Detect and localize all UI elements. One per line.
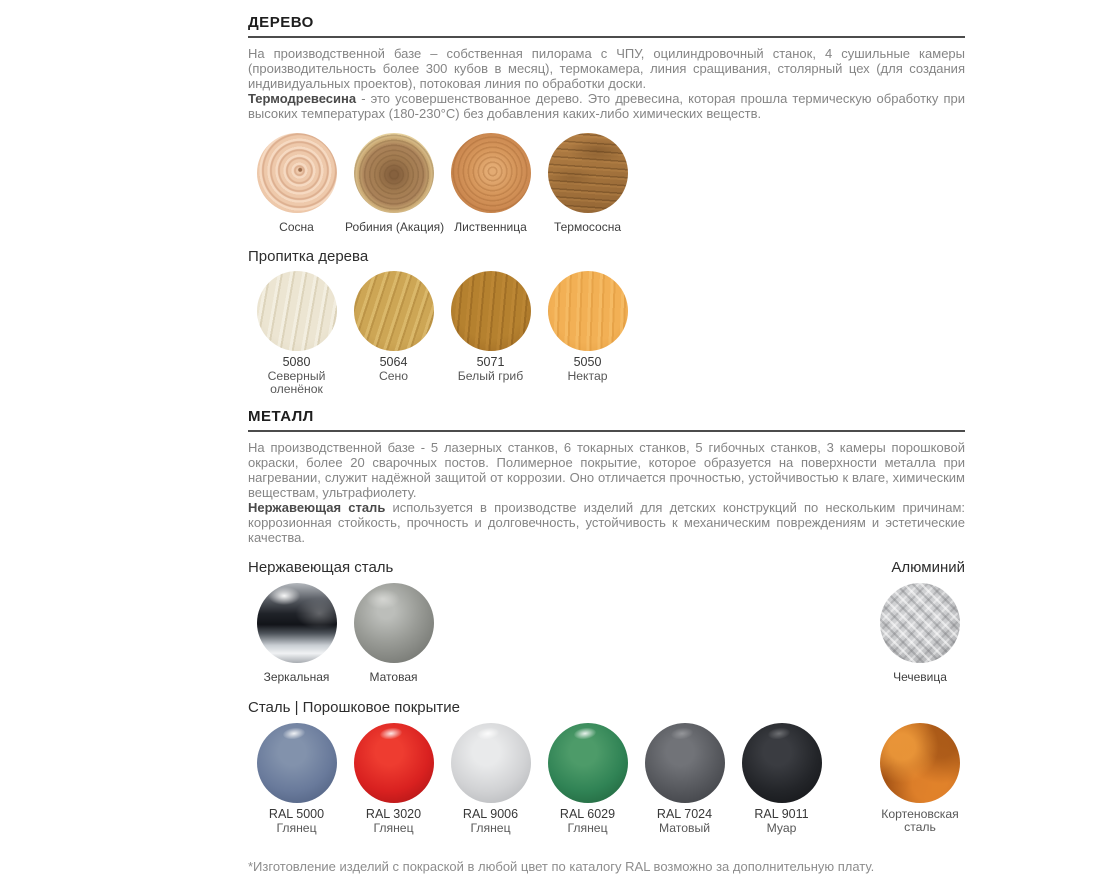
stainless-aluminum-row	[248, 583, 965, 684]
swatch-finish: Глянец	[276, 821, 317, 835]
swatch-5071	[442, 271, 539, 395]
swatch-corten-steel	[875, 723, 965, 835]
swatch-code: 5080	[282, 355, 311, 369]
powder-coating-title: Сталь | Порошковое покрытие	[248, 699, 460, 716]
wood-species-row	[248, 133, 965, 234]
swatch-pine	[248, 133, 345, 234]
swatch-ral-7024	[636, 723, 733, 835]
swatch-code: 5064	[379, 355, 408, 369]
stainless-title: Нержавеющая сталь	[248, 559, 394, 576]
wood-intro-paragraph	[248, 46, 965, 91]
wood-intro-text: На производственной базе – собственная пилорама с ЧПУ, оцилиндровочный станок, 4 сушильные камеры (производительность более 300 кубов в месяц), термокамера, линия сращивания, столярный цех (для создания индивидуальных проектов), потоковая линия по обработки доски.	[248, 46, 965, 91]
swatch-name: Кортеновская сталь	[881, 807, 959, 834]
powder-coating-row	[248, 723, 965, 835]
thermowood-paragraph	[248, 91, 965, 121]
swatch-finish: Глянец	[567, 821, 608, 835]
corten-steel-image	[880, 723, 960, 803]
swatch-5080	[248, 271, 345, 395]
swatch-code: RAL 7024	[656, 807, 713, 821]
impregnation-swatch-image	[451, 271, 531, 351]
swatch-ral-5000	[248, 723, 345, 835]
aluminum-title: Алюминий	[891, 559, 965, 576]
swatch-name: Северный оленёнок	[267, 369, 326, 396]
ral-3020-ball-image	[354, 723, 434, 803]
impregnation-title: Пропитка дерева	[248, 248, 369, 265]
swatch-finish: Глянец	[373, 821, 414, 835]
swatch-thermopine	[539, 133, 636, 234]
ral-7024-ball-image	[645, 723, 725, 803]
metal-subheads-row	[248, 559, 965, 576]
swatch-code: 5071	[476, 355, 505, 369]
thermopine-swatch-image	[548, 133, 628, 213]
swatch-name: Сено	[378, 369, 409, 383]
ral-9011-ball-image	[742, 723, 822, 803]
swatch-aluminum-lentil	[875, 583, 965, 684]
wood-section-title: ДЕРЕВО	[248, 14, 965, 38]
thermowood-text: - это усовершенствованное дерево. Это древесина, которая прошла термическую обработку при высоких температурах (180-230°C) без добавления каких-либо химических веществ.	[248, 91, 965, 121]
matte-steel-sphere-image	[354, 583, 434, 663]
ral-5000-ball-image	[257, 723, 337, 803]
larch-swatch-image	[451, 133, 531, 213]
ral-9006-ball-image	[451, 723, 531, 803]
stainless-paragraph	[248, 500, 965, 545]
swatch-finish: Матовый	[658, 821, 711, 835]
swatch-label: Лиственница	[454, 220, 527, 234]
catalog-page	[248, 14, 965, 874]
swatch-code: RAL 9011	[754, 807, 809, 821]
swatch-code: 5050	[573, 355, 602, 369]
swatch-ral-6029	[539, 723, 636, 835]
swatch-label: Термососна	[553, 220, 622, 234]
stainless-swatches-group	[248, 583, 442, 684]
swatch-ral-9011	[733, 723, 830, 835]
swatch-larch	[442, 133, 539, 234]
ral-swatches-group	[248, 723, 830, 835]
pine-swatch-image	[257, 133, 337, 213]
swatch-label: Чечевица	[893, 670, 947, 684]
impregnation-row	[248, 271, 965, 395]
swatch-code: RAL 5000	[268, 807, 325, 821]
aluminum-checkerplate-image	[880, 583, 960, 663]
swatch-finish: Глянец	[470, 821, 511, 835]
ral-footnote: *Изготовление изделий с покраской в любой цвет по каталогу RAL возможно за дополнительную плату.	[248, 858, 875, 874]
swatch-5050	[539, 271, 636, 395]
ral-6029-ball-image	[548, 723, 628, 803]
swatch-finish: Муар	[766, 821, 797, 835]
swatch-ral-3020	[345, 723, 442, 835]
impregnation-swatch-image	[257, 271, 337, 351]
stainless-lead: Нержавеющая сталь	[248, 500, 386, 515]
swatch-code: RAL 9006	[462, 807, 519, 821]
swatch-name: Белый гриб	[457, 369, 524, 383]
robinia-swatch-image	[354, 133, 434, 213]
swatch-5064	[345, 271, 442, 395]
impregnation-swatch-image	[548, 271, 628, 351]
swatch-code: RAL 3020	[365, 807, 422, 821]
swatch-ral-9006	[442, 723, 539, 835]
swatch-label: Сосна	[279, 220, 314, 234]
swatch-matte-steel	[345, 583, 442, 684]
mirror-steel-sphere-image	[257, 583, 337, 663]
swatch-name: Нектар	[567, 369, 608, 383]
swatch-code: RAL 6029	[559, 807, 616, 821]
metal-intro-text: На производственной базе - 5 лазерных станков, 6 токарных станков, 5 гибочных станков, 3 камеры порошковой окраски, более 20 сварочных постов. Полимерное покрытие, которое образуется на поверхности металла при нагревании, служит надёжной защитой от коррозии. Оно отличается прочностью, устойчивостью к влаге, химическим веществам, ультрафиолету.	[248, 440, 965, 500]
swatch-robinia	[345, 133, 445, 234]
swatch-mirror-steel	[248, 583, 345, 684]
swatch-label: Матовая	[369, 670, 418, 684]
swatch-label: Зеркальная	[263, 670, 330, 684]
metal-intro-paragraph	[248, 440, 965, 500]
impregnation-swatch-image	[354, 271, 434, 351]
metal-section-title: МЕТАЛЛ	[248, 408, 965, 432]
stainless-text: используется в производстве изделий для детских конструкций по нескольким причинам: коррозионная стойкость, прочность и долговечность, устойчивость к механическим повреждениям и эстетические качества.	[248, 500, 965, 545]
thermowood-lead: Термодревесина	[248, 91, 357, 106]
swatch-label: Робиния (Акация)	[345, 220, 445, 234]
